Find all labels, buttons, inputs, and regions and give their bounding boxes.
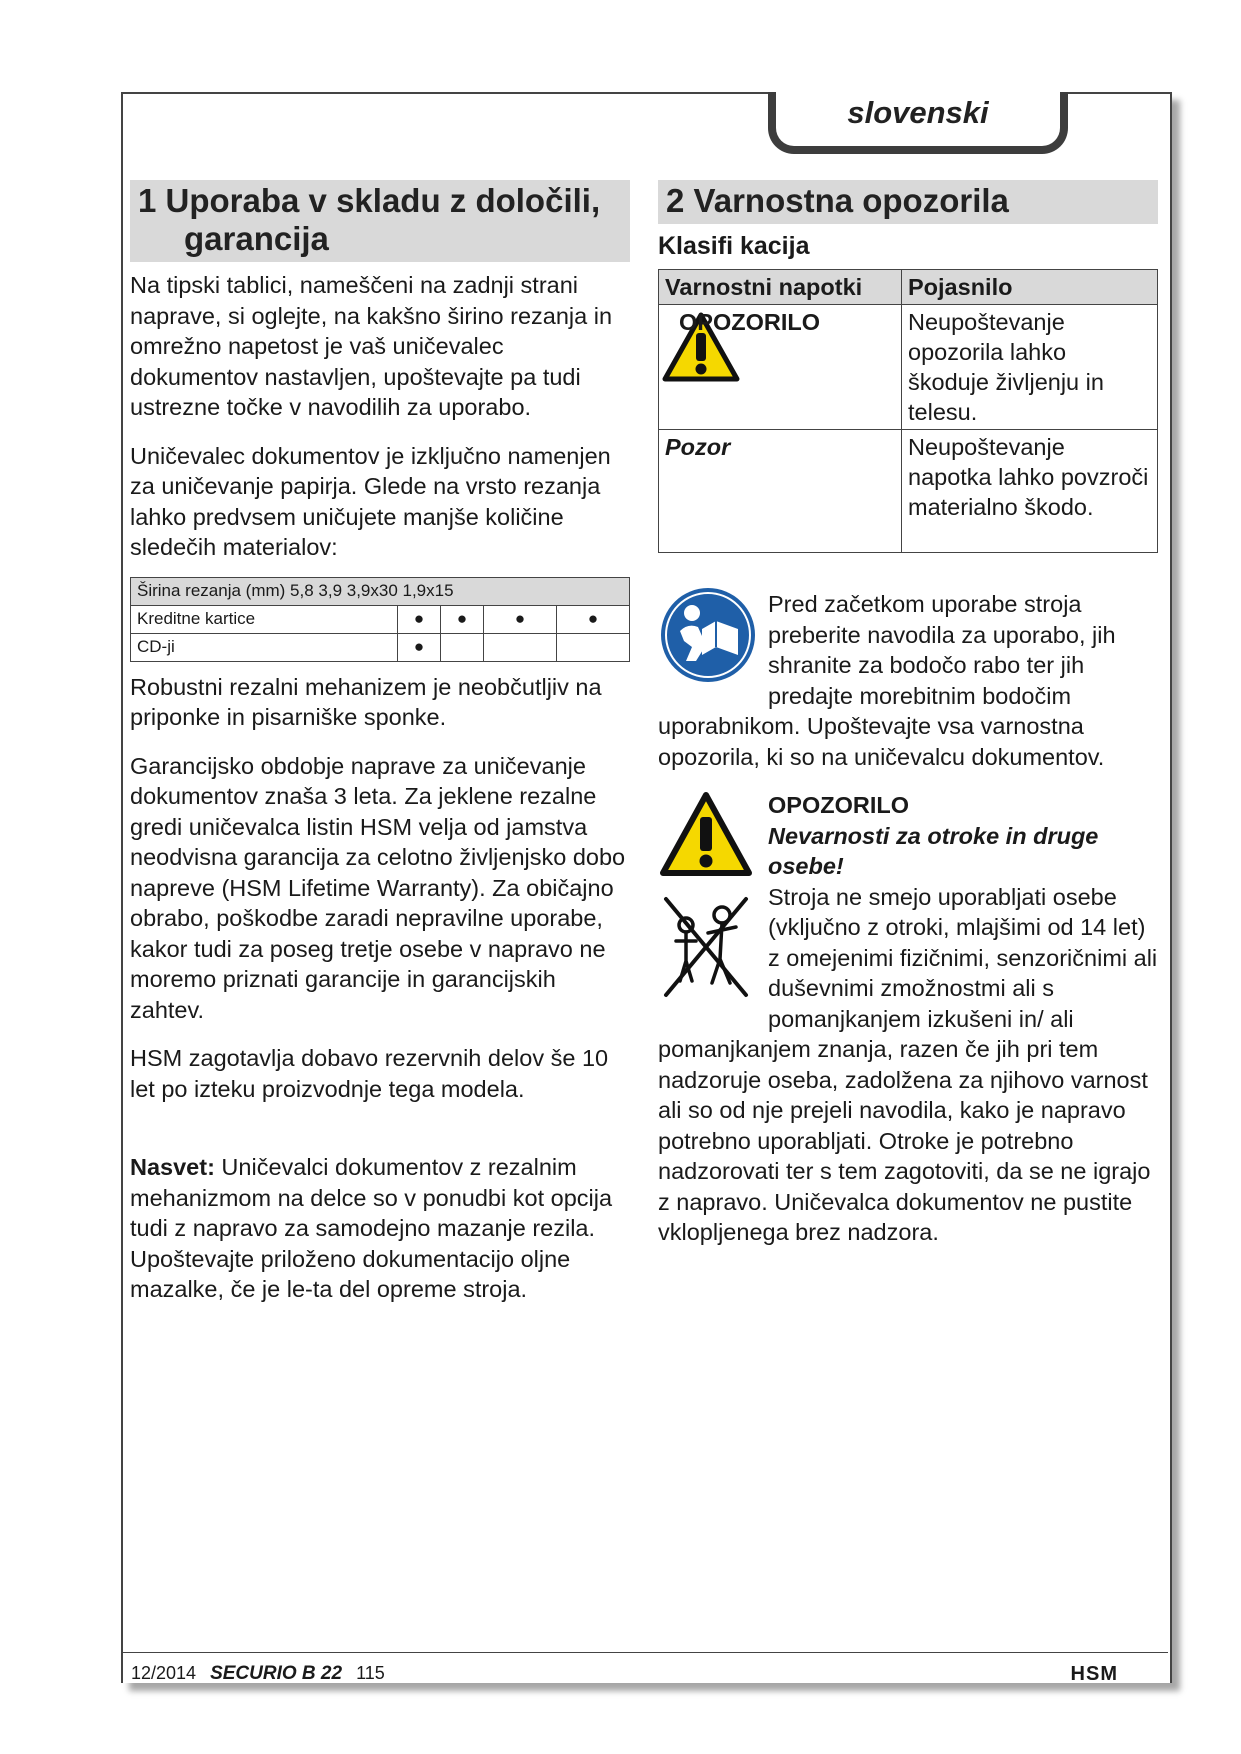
row-label: Kreditne kartice xyxy=(131,605,398,633)
materials-table-header: Širina rezanja (mm) 5,8 3,9 3,9x30 1,9x15 xyxy=(131,577,630,605)
manual-notice xyxy=(658,589,1158,772)
classification-heading: Klasifi kacija xyxy=(658,232,810,260)
col-safety-notes: Varnostni napotki xyxy=(659,270,902,305)
footer-page-number: 115 xyxy=(356,1663,385,1683)
left-column xyxy=(130,180,630,1305)
table-row: CD-ji ● xyxy=(131,633,630,661)
paragraph-spare-parts: HSM zagotavlja dobavo rezervnih delov še 10 let po izteku proizvodnje tega modela. xyxy=(130,1045,609,1102)
paragraph-children: Stroja ne smejo uporabljati osebe (vključno z otroki, mlajšimi od 14 let) z omejenimi fizičnimi, senzoričnimi ali duševnimi zmožnostmi ali s pomanjkanjem izkušeni in/ ali pomanjkanjem znanja, razen če jih pri tem nadzoruje oseba, zadolžena za njihovo varnost ali so od nje prejeli navodila, kako je napravo potrebno uporabljati. Otroke je potrebno nadzorovati ter s tem zagotoviti, da se ne igrajo z napravo. Uničevalca dokumentov ne pustite vklopljenega brez nadzora. xyxy=(658,883,1158,1245)
table-row: Kreditne kartice ● ● ● ● xyxy=(131,605,630,633)
table-row xyxy=(659,305,1158,430)
tip-text: Uničevalci dokumentov z rezalnim mehanizmom na delce so v ponudbi kot opcija tudi z napravo za samodejno mazanje rezila. Upoštevajte priloženo dokumentacijo oljne mazalke, če je le-ta del opreme stroja. xyxy=(130,1154,613,1302)
page-footer xyxy=(121,1652,1168,1685)
section-2-heading: 2 Varnostna opozorila xyxy=(658,180,1158,224)
warning-subtitle: Nevarnosti za otroke in druge osebe! xyxy=(768,822,1099,879)
caution-explanation: Neupoštevanje napotka lahko povzroči materialno škodo. xyxy=(902,430,1158,553)
heading-line-1: 1 Uporaba v skladu z določili, xyxy=(138,182,601,219)
materials-table xyxy=(130,577,630,662)
tip-label: Nasvet: xyxy=(130,1154,215,1180)
warning-word: OPOZORILO xyxy=(679,309,820,335)
footer-model: SECURIO B 22 xyxy=(210,1663,343,1684)
warning-triangle-icon xyxy=(658,790,754,878)
warning-title: OPOZORILO xyxy=(768,792,909,818)
paragraph-type-plate: Na tipski tablici, nameščeni na zadnji strani naprave, si oglejte, na kakšno širino rezanja in omrežno napetost je vaš uničevalec dokumentov nastavljen, upoštevajte pa tudi ustrezne točke v navodilih za uporabo. xyxy=(130,272,613,420)
right-column xyxy=(658,180,1158,1248)
hsm-logo: HSM xyxy=(1070,1663,1118,1685)
no-children-icon xyxy=(658,891,754,1003)
read-manual-icon xyxy=(658,585,758,685)
classification-table xyxy=(658,269,1158,553)
caution-word: Pozor xyxy=(665,434,731,460)
children-warning xyxy=(658,790,1158,1248)
footer-date: 12/2014 xyxy=(131,1663,197,1683)
paragraph-warranty: Garancijsko obdobje naprave za uničevanje dokumentov znaša 3 leta. Za jeklene rezalne gredi uničevalca listin HSM velja od jamstva neodvisna garancija za celotno življenjsko dobo napreve (HSM Lifetime Warranty). Za običajno obrabo, poškodbe zaradi nepravilne uporabe, kakor tudi za poseg tretje osebe v napravo ne moremo priznati garancije in garancijskih zahtev. xyxy=(130,752,626,1023)
col-explanation: Pojasnilo xyxy=(902,270,1158,305)
warning-explanation: Neupoštevanje opozorila lahko škoduje življenju in telesu. xyxy=(902,305,1158,430)
table-row xyxy=(659,430,1158,553)
language-tab: slovenski xyxy=(768,92,1068,154)
paragraph-robust-mechanism: Robustni rezalni mehanizem je neobčutljiv na priponke in pisarniške sponke. xyxy=(130,673,602,730)
paragraph-purpose: Uničevalec dokumentov je izključno namenjen za uničevanje papirja. Glede na vrsto rezanja lahko predvsem uničujete manjše količine sledečih materialov: xyxy=(130,442,611,560)
heading-line-2: garancija xyxy=(184,220,329,257)
section-1-heading xyxy=(130,180,630,262)
paragraph-read-manual: Pred začetkom uporabe stroja preberite navodila za uporabo, jih shranite za bodočo rabo ter jih predajte morebitnim bodočim uporabnikom. Upoštevajte vsa varnostna opozorila, ki so na uničevalcu dokumentov. xyxy=(658,591,1116,770)
row-label: CD-ji xyxy=(131,633,398,661)
paragraph-tip xyxy=(130,1152,630,1305)
